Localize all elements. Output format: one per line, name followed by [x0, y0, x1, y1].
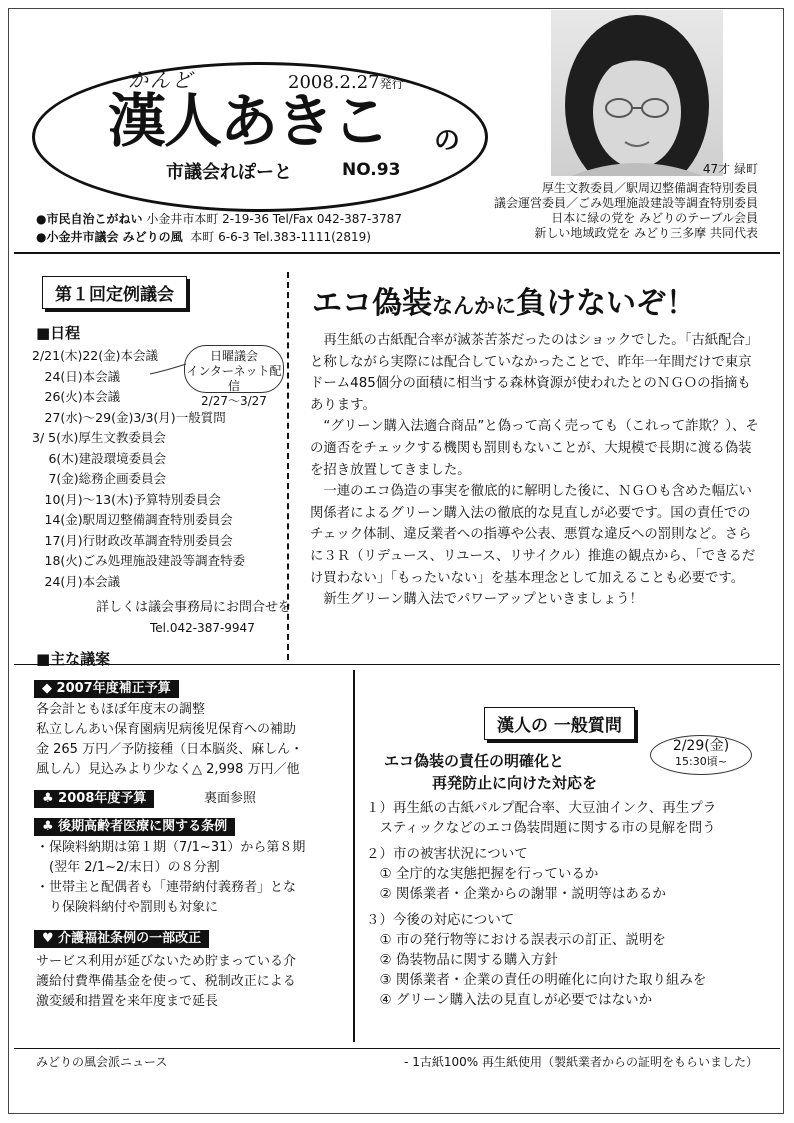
- bill-title-elderly: ♣ 後期高齢者医療に関する条例: [34, 818, 235, 836]
- header-divider: [14, 252, 780, 254]
- question-item: ３）今後の対応について: [366, 912, 515, 928]
- question-item: ④ グリーン購入法の見直しが必要ではないか: [366, 992, 653, 1008]
- contact-line-1: ●市民自治こがねい 小金井市本町 2-19-36 Tel/Fax 042-387-3787: [36, 212, 402, 226]
- bill-elderly-body: ・保険料納期は第１期（7/1~31）から第８期 (翌年 2/1~2/末日）の８分割 ・世帯主と配偶者も「連帯納付義務者」とな り保険料納付や罰則も対象に: [36, 840, 306, 915]
- schedule-item: 24(月)本会議: [32, 573, 121, 589]
- article-body: [310, 330, 762, 611]
- bill-title-care: ♥ 介護福祉条例の一部改正: [34, 930, 209, 948]
- question-title-line-2: 再発防止に向けた対応を: [432, 774, 598, 792]
- footer-right: - 1古紙100% 再生紙使用（製紙業者からの証明をもらいました）: [404, 1055, 758, 1069]
- bill-budget-note: 裏面参照: [204, 791, 257, 806]
- inquiry-phone: Tel.042-387-9947: [150, 621, 255, 635]
- title-ruby: かんど: [128, 68, 194, 92]
- schedule-item: 17(月)行財政改革調査特別委員会: [32, 532, 233, 548]
- profile-line: 厚生文教委員／駅周辺整備調査特別委員: [541, 181, 758, 195]
- profile-line: 日本に緑の党を みどりのテーブル会員: [551, 211, 758, 225]
- profile-line: 新しい地域政党を みどり三多摩 共同代表: [534, 226, 758, 240]
- inquiry-text: 詳しくは議会事務局にお問合せを: [96, 600, 292, 615]
- question-item: ② 関係業者・企業からの謝罪・説明等はあるか: [366, 886, 666, 902]
- question-item: ① 全庁的な実態把握を行っているか: [366, 866, 599, 882]
- footer-divider: [14, 1048, 780, 1049]
- schedule-item: 27(水)～29(金)3/3(月)一般質問: [32, 409, 226, 425]
- newsletter-subtitle: 市議会れぽーと: [166, 162, 292, 183]
- schedule-item: 14(金)駅周辺整備調査特別委員会: [32, 512, 233, 527]
- schedule-item: 7(金)総務企画委員会: [32, 471, 167, 486]
- callout-pointer: [148, 362, 188, 378]
- contact-line-2: ●小金井市議会 みどりの風 本町 6-6-3 Tel.383-1111(2819): [36, 230, 371, 244]
- footer-left: みどりの風会派ニュース: [36, 1055, 168, 1069]
- schedule-item: 18(火)ごみ処理施設建設等調査特委: [32, 553, 246, 568]
- article-paragraph: 再生紙の古紙配合率が滅茶苦茶だったのはショックでした。「古紙配合」と称しながら実際には配合していなかったことで、昨年一年間だけで東京ドーム485個分の面積に相当する森林資源が使われたとのＮＧＯの指摘もあります。: [310, 333, 759, 413]
- schedule-item: 10(月)～13(木)予算特別委員会: [32, 491, 221, 507]
- issue-date: 2008.2.27発行: [288, 72, 404, 93]
- article-dashed-border: [287, 272, 289, 660]
- bill-title-supplementary: ◆ 2007年度補正予算: [34, 680, 179, 698]
- article-headline: エコ偽装なんかに負けないぞ！: [312, 286, 696, 321]
- article-paragraph: 新生グリーン購入法でパワーアップといきましょう！: [323, 592, 643, 608]
- column-divider: [353, 670, 355, 1042]
- question-box-title: 漢人の 一般質問: [484, 707, 635, 740]
- sunday-session-callout: 日曜議会 インターネット配信 2/27～3/27: [184, 345, 284, 393]
- author-photo: [551, 10, 723, 176]
- bill-supplementary-body: 各会計ともほぼ年度末の調整 私立しんあい保育園病児病後児保育への補助 金 265 万円／予防接種（日本脳炎、麻しん・ 風しん）見込みより少なく△ 2,998 万円／他: [36, 702, 304, 777]
- profile-line: 議会運営委員／ごみ処理施設建設等調査特別委員: [493, 196, 758, 210]
- schedule-item: 6(木)建設環境委員会: [32, 450, 167, 466]
- schedule-item: 3/ 5(水)厚生文教委員会: [32, 430, 166, 445]
- question-item: ① 市の発行物等における誤表示の訂正、説明を: [366, 932, 666, 948]
- schedule-item: 26(火)本会議: [32, 389, 121, 404]
- author-age: 47才 緑町: [702, 162, 758, 176]
- bill-title-budget: ♣ 2008年度予算: [34, 790, 154, 808]
- question-item: ② 偽装物品に関する購入方針: [366, 952, 558, 968]
- schedule-item: 24(日)本会議: [32, 368, 121, 384]
- session-title: 第１回定例議会: [42, 276, 187, 309]
- bills-heading: ■主な議案: [36, 650, 111, 668]
- article-paragraph: 一連のエコ偽造の事実を徹底的に解明した後に、ＮＧＯも含めた幅広い関係者によるグリーン購入法の徹底的な見直しが必要です。国の責任でのチェック体制、違反業者への指導や公表、悪質な違反への罰則など。さらに３Ｒ（リデュース、リユース、リサイクル）推進の観点から、「できるだけ買わない」「もったいない」を基本理念として加えることも必要です。: [310, 484, 756, 586]
- question-item: スティックなどのエコ偽装問題に関する市の見解を問う: [366, 820, 716, 836]
- newsletter-title: 漢人あきこ: [108, 87, 389, 155]
- question-date-oval: 2/29(金) 15:30頃~: [650, 735, 752, 775]
- title-particle: の: [434, 126, 461, 156]
- question-item: ２）市の被害状況について: [366, 846, 528, 862]
- question-item: １）再生紙の古紙パルプ配合率、大豆油インク、再生プラ: [366, 800, 717, 816]
- article-paragraph: “グリーン購入法適合商品”と偽って高く売っても（これって詐欺？）、その適否をチェックする機関も罰則もないことが、大規模で長期に渡る偽装を招き放置してきました。: [310, 419, 759, 478]
- question-item: ③ 関係業者・企業の責任の明確化に向けた取り組みを: [366, 972, 707, 988]
- schedule-item: 2/21(木)22(金)本会議: [32, 348, 158, 363]
- schedule-heading: ■日程: [36, 324, 81, 342]
- question-title-line-1: エコ偽装の責任の明確化と: [384, 752, 565, 770]
- question-list: [366, 798, 716, 1010]
- issue-number: NO.93: [342, 160, 401, 180]
- section-divider: [14, 664, 780, 665]
- bill-care-body: サービス利用が延びないため貯まっている介 護給付費準備基金を使って、税制改正による 激変緩和措置を来年度まで延長: [36, 954, 297, 1009]
